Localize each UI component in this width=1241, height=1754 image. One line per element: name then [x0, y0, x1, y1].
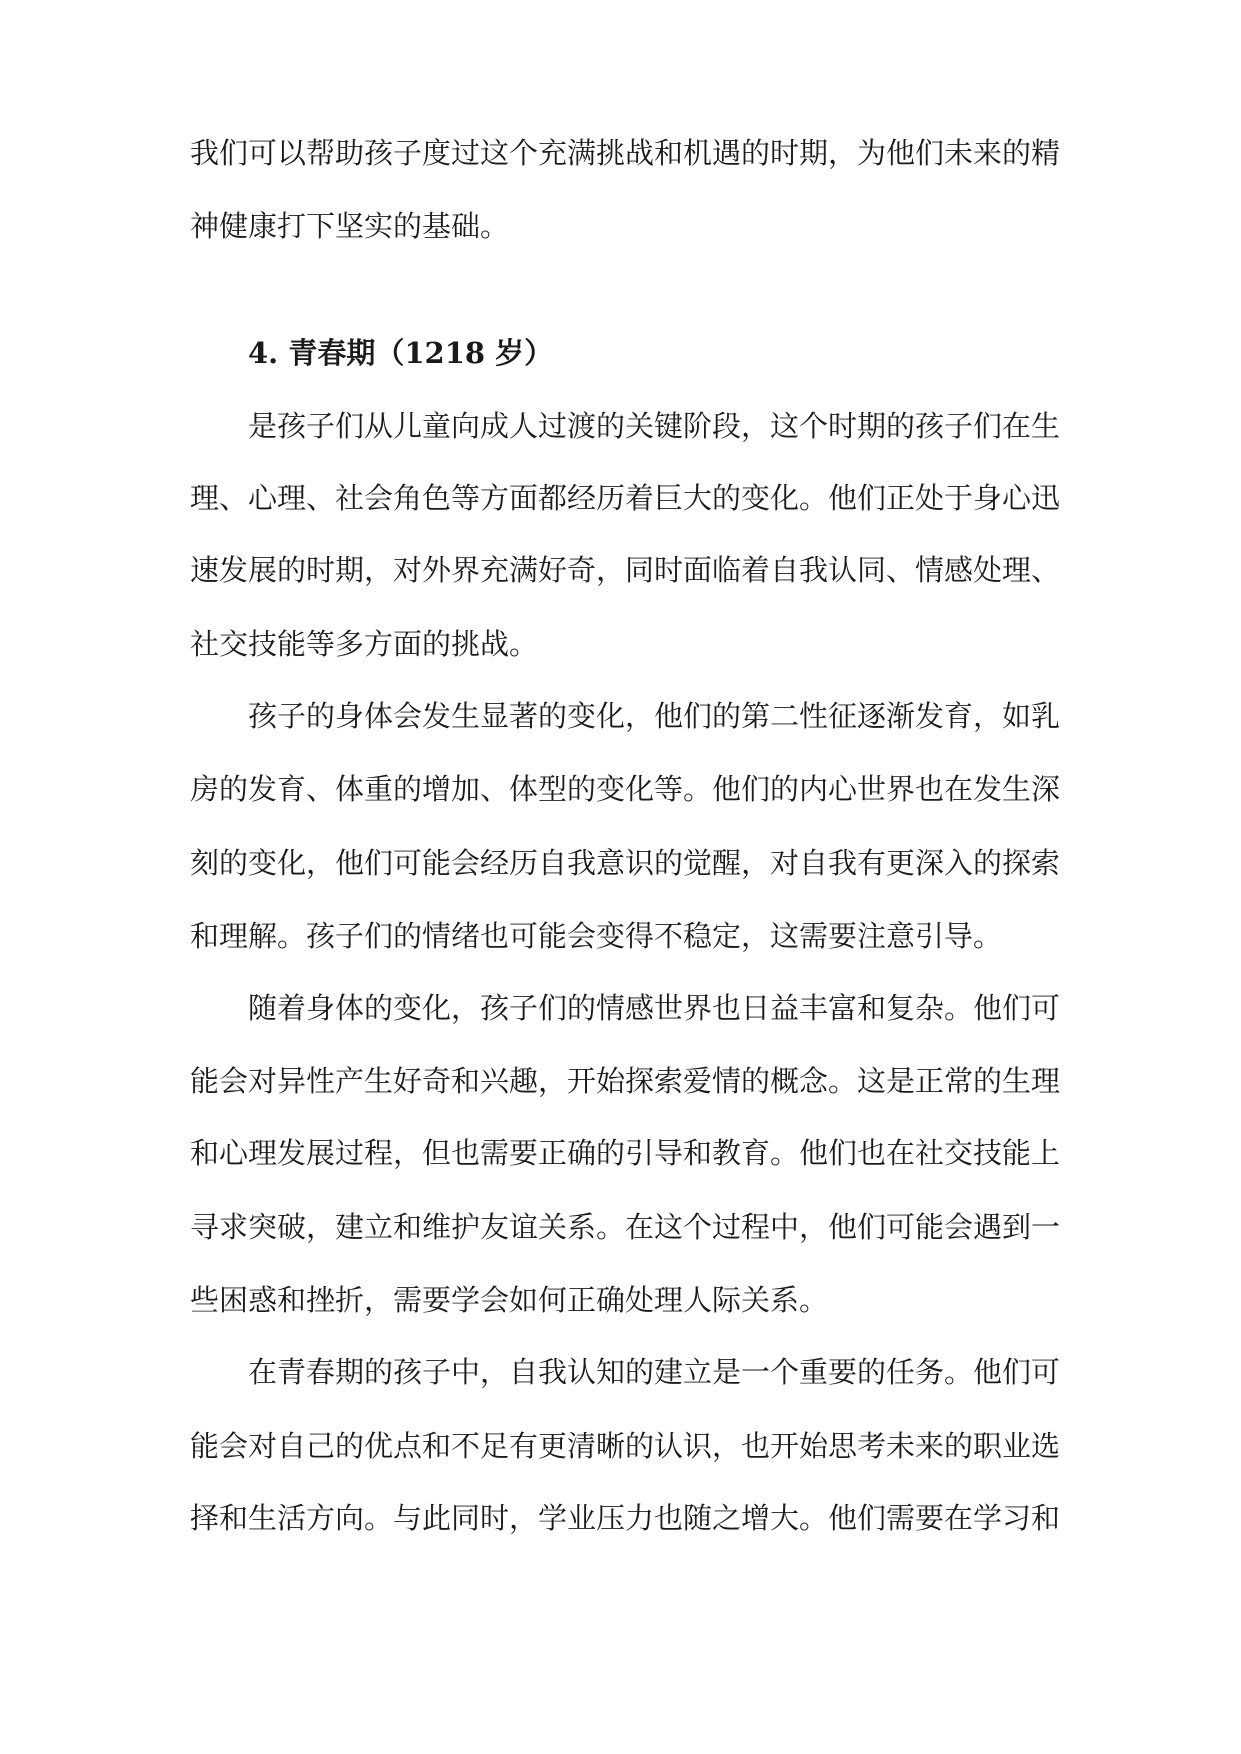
intro-line-1: 我们可以帮助孩子度过这个充满挑战和机遇的时期，为他们未来的精	[190, 136, 1061, 170]
paragraph-1-line-3: 速发展的时期，对外界充满好奇，同时面临着自我认同、情感处理、	[190, 553, 1061, 587]
paragraph-4-line-3: 择和生活方向。与此同时，学业压力也随之增大。他们需要在学习和	[190, 1501, 1061, 1535]
section-heading: 4. 青春期（1218 岁）	[248, 336, 554, 370]
paragraph-2-line-1: 孩子的身体会发生显著的变化，他们的第二性征逐渐发育，如乳	[248, 699, 1061, 733]
paragraph-3-line-2: 能会对异性产生好奇和兴趣，开始探索爱情的概念。这是正常的生理	[190, 1064, 1061, 1098]
paragraph-4-line-1: 在青春期的孩子中，自我认知的建立是一个重要的任务。他们可	[248, 1355, 1061, 1389]
paragraph-3-line-5: 些困惑和挫折，需要学会如何正确处理人际关系。	[190, 1283, 829, 1317]
paragraph-3-line-1: 随着身体的变化，孩子们的情感世界也日益丰富和复杂。他们可	[248, 991, 1061, 1025]
paragraph-4-line-2: 能会对自己的优点和不足有更清晰的认识，也开始思考未来的职业选	[190, 1429, 1061, 1463]
paragraph-2-line-4: 和理解。孩子们的情绪也可能会变得不稳定，这需要注意引导。	[190, 919, 1003, 953]
paragraph-2-line-3: 刻的变化，他们可能会经历自我意识的觉醒，对自我有更深入的探索	[190, 846, 1061, 880]
intro-line-2: 神健康打下坚实的基础。	[190, 209, 510, 243]
paragraph-3-line-3: 和心理发展过程，但也需要正确的引导和教育。他们也在社交技能上	[190, 1136, 1061, 1170]
paragraph-2-line-2: 房的发育、体重的增加、体型的变化等。他们的内心世界也在发生深	[190, 772, 1061, 806]
paragraph-1-line-2: 理、心理、社会角色等方面都经历着巨大的变化。他们正处于身心迅	[190, 481, 1061, 515]
paragraph-3-line-4: 寻求突破，建立和维护友谊关系。在这个过程中，他们可能会遇到一	[190, 1210, 1061, 1244]
paragraph-1-line-1: 是孩子们从儿童向成人过渡的关键阶段，这个时期的孩子们在生	[248, 409, 1061, 443]
paragraph-1-line-4: 社交技能等多方面的挑战。	[190, 627, 539, 661]
